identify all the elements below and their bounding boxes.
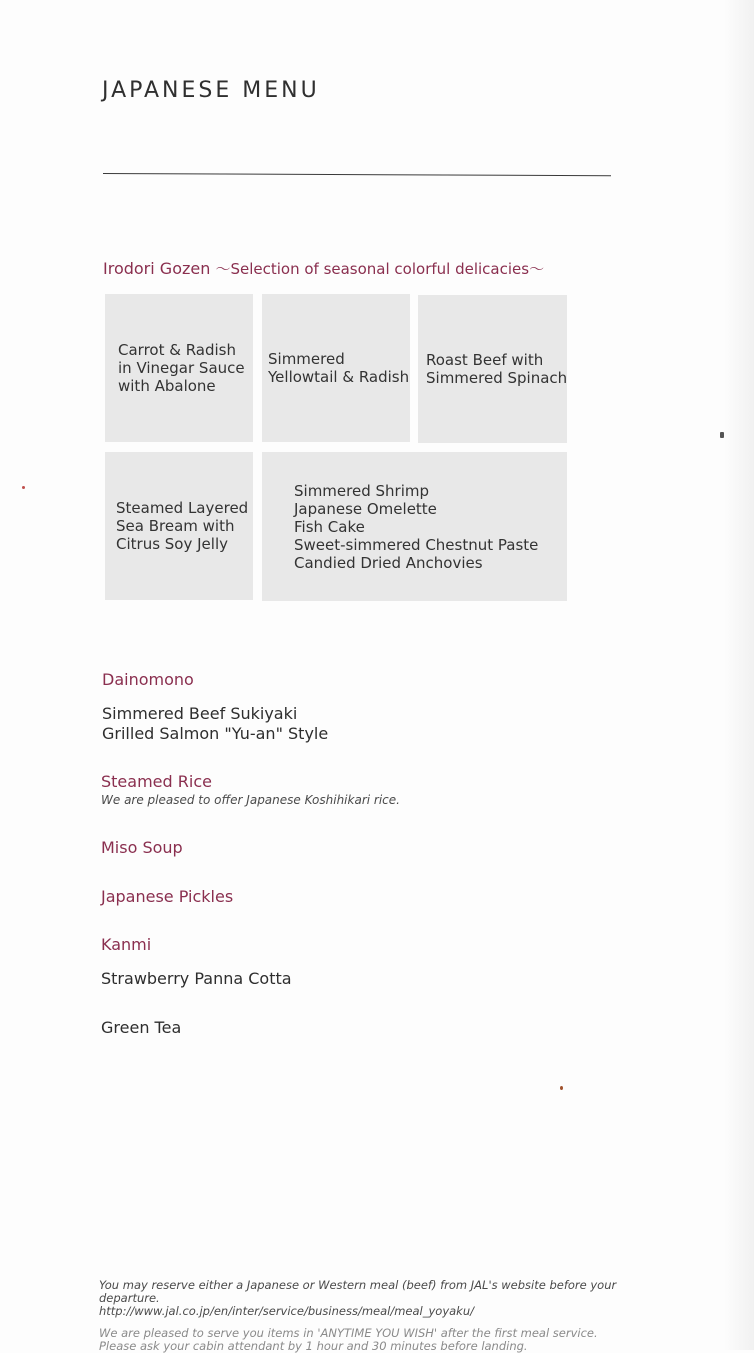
footer-anytime-line-1: We are pleased to serve you items in 'ANYTIME YOU WISH' after the first meal service. bbox=[99, 1326, 598, 1340]
irodori-cell-5-line-3: Fish Cake bbox=[294, 517, 365, 536]
irodori-cell-4-line-3: Citrus Soy Jelly bbox=[116, 535, 228, 553]
footer-reserve-line-1: You may reserve either a Japanese or Western meal (beef) from JAL's website before your bbox=[99, 1278, 617, 1292]
scan-speck bbox=[560, 1086, 563, 1090]
menu-title: JAPANESE MENU bbox=[102, 78, 320, 103]
kanmi-item-1: Strawberry Panna Cotta bbox=[101, 969, 292, 988]
irodori-cell-3-line-2: Simmered Spinach bbox=[426, 369, 568, 387]
rice-note: We are pleased to offer Japanese Koshihikari rice. bbox=[101, 793, 400, 807]
irodori-cell-1-line-3: with Abalone bbox=[118, 377, 216, 395]
dainomono-item-1: Simmered Beef Sukiyaki bbox=[102, 704, 298, 723]
irodori-cell-5-line-5: Candied Dried Anchovies bbox=[294, 553, 483, 572]
irodori-cell-2 bbox=[262, 294, 410, 442]
dainomono-heading: Dainomono bbox=[102, 670, 194, 689]
irodori-cell-5-line-1: Simmered Shrimp bbox=[294, 481, 429, 500]
scan-speck bbox=[22, 486, 25, 489]
irodori-cell-5-line-4: Sweet-simmered Chestnut Paste bbox=[294, 535, 539, 554]
irodori-name: Irodori Gozen bbox=[103, 259, 211, 278]
irodori-cell-3-line-1: Roast Beef with bbox=[426, 351, 544, 369]
miso-heading: Miso Soup bbox=[101, 838, 183, 857]
irodori-cell-4 bbox=[105, 452, 253, 600]
scan-speck bbox=[720, 432, 724, 438]
irodori-cell-1-line-1: Carrot & Radish bbox=[118, 341, 236, 359]
pickles-heading: Japanese Pickles bbox=[101, 887, 234, 906]
kanmi-heading: Kanmi bbox=[101, 935, 152, 954]
irodori-heading bbox=[103, 258, 544, 279]
dainomono-item-2: Grilled Salmon "Yu-an" Style bbox=[102, 724, 329, 743]
irodori-cell-2-line-2: Yellowtail & Radish bbox=[268, 368, 410, 386]
irodori-cell-5-line-2: Japanese Omelette bbox=[294, 499, 437, 518]
irodori-subtitle: ～Selection of seasonal colorful delicacies～ bbox=[215, 260, 545, 278]
irodori-cell-4-line-2: Sea Bream with bbox=[116, 517, 235, 535]
irodori-cell-1-line-2: in Vinegar Sauce bbox=[118, 359, 245, 377]
irodori-cell-4-line-1: Steamed Layered bbox=[116, 499, 249, 517]
irodori-cell-2-line-1: Simmered bbox=[268, 350, 345, 368]
irodori-cell-1 bbox=[105, 294, 253, 442]
footer-url-link[interactable]: http://www.jal.co.jp/en/inter/service/business/meal/meal_yoyaku/ bbox=[99, 1304, 474, 1318]
rice-heading: Steamed Rice bbox=[101, 772, 212, 791]
title-divider bbox=[103, 173, 611, 176]
footer-reserve-line-2: departure. bbox=[99, 1291, 160, 1305]
footer-anytime-line-2: Please ask your cabin attendant by 1 hour and 30 minutes before landing. bbox=[99, 1339, 528, 1353]
irodori-cell-5 bbox=[262, 452, 567, 601]
irodori-cell-3 bbox=[418, 295, 567, 443]
kanmi-item-2: Green Tea bbox=[101, 1018, 182, 1037]
page-edge-shadow bbox=[724, 0, 754, 1350]
